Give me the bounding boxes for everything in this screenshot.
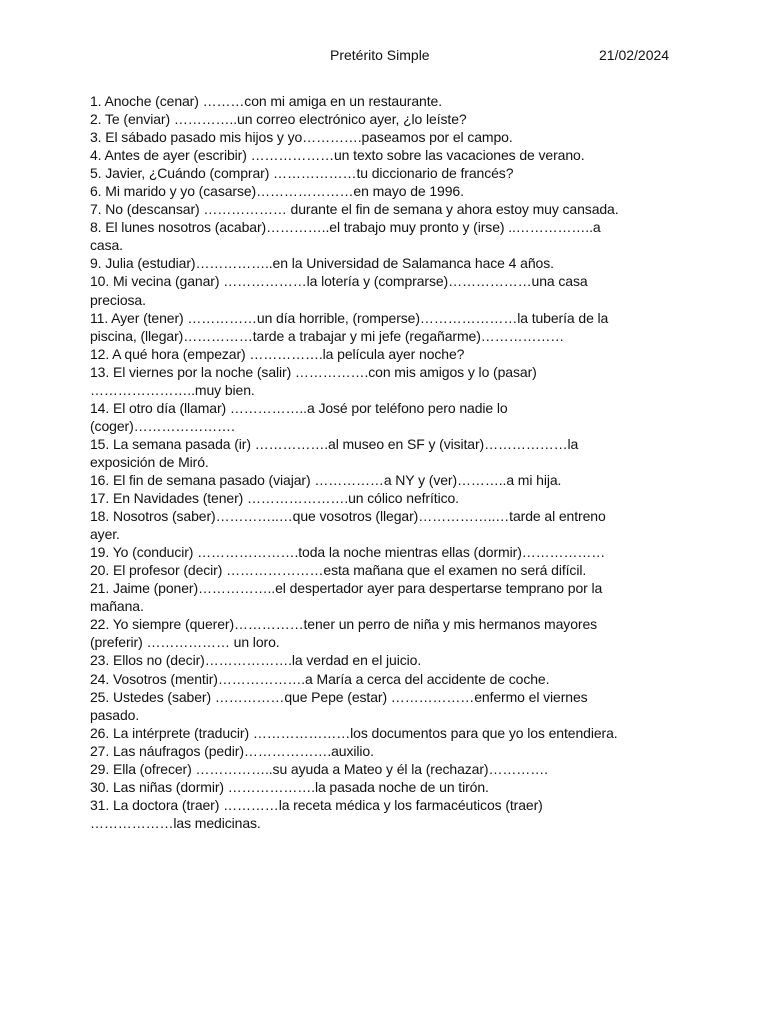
exercise-line: 1. Anoche (cenar) ………con mi amiga en un restaurante. (90, 93, 442, 109)
exercise-line: 16. El fin de semana pasado (viajar) ……………a NY y (ver)………..a mi hija. (90, 471, 562, 488)
exercise-line: 31. La doctora (traer) …………la receta médica y los farmacéuticos (traer) (90, 796, 543, 813)
exercise-line: 14. El otro día (llamar) ……………..a José por teléfono pero nadie lo (90, 399, 508, 416)
exercise-line: (preferir) ……………… un loro. (90, 634, 280, 651)
exercise-line: mañana. (90, 598, 144, 615)
exercise-line: …………………..muy bien. (90, 381, 255, 398)
exercise-line: preciosa. (90, 291, 146, 308)
exercise-line: 9. Julia (estudiar)……………..en la Universidad de Salamanca hace 4 años. (90, 255, 554, 272)
exercise-line: (coger)…………………. (90, 417, 235, 434)
exercise-line: 29. Ella (ofrecer) ……………..su ayuda a Mateo y él la (rechazar)…………. (90, 760, 548, 777)
document-date: 21/02/2024 (599, 47, 670, 63)
exercise-line: 3. El sábado pasado mis hijos y yo………….paseamos por el campo. (90, 129, 513, 146)
exercise-line: 21. Jaime (poner)……………..el despertador ayer para despertarse temprano por la (90, 580, 603, 597)
exercise-line: 19. Yo (conducir) ………………….toda la noche mientras ellas (dormir)……………… (90, 544, 606, 561)
exercise-line: 24. Vosotros (mentir)……………….a María a cerca del accidente de coche. (90, 670, 550, 687)
exercise-line: 30. Las niñas (dormir) ……………….la pasada noche de un tirón. (90, 778, 489, 795)
exercise-line: 22. Yo siempre (querer)……………tener un perro de niña y mis hermanos mayores (90, 616, 598, 633)
exercise-line: 23. Ellos no (decir)……………….la verdad en el juicio. (90, 652, 422, 669)
exercise-line: 8. El lunes nosotros (acabar)…………..el trabajo muy pronto y (irse) ..……………..a (90, 219, 601, 236)
exercise-line: 6. Mi marido y yo (casarse)…………………en mayo de 1996. (90, 183, 464, 200)
exercise-line: 4. Antes de ayer (escribir) ………………un texto sobre las vacaciones de verano. (90, 147, 585, 164)
exercise-line: piscina, (llegar)……………tarde a trabajar y mi jefe (regañarme)……………… (90, 327, 565, 344)
exercise-list (90, 92, 680, 832)
exercise-line: 18. Nosotros (saber)…………..…que vosotros (llegar)……………..…tarde al entreno (90, 508, 606, 525)
document-title: Pretérito Simple (330, 47, 430, 63)
exercise-line: 10. Mi vecina (ganar) ………………la lotería y (comprarse)………………una casa (90, 273, 588, 290)
exercise-line: 11. Ayer (tener) ……………un día horrible, (romperse)…………………la tubería de la (90, 309, 609, 326)
exercise-line: 12. A qué hora (empezar) …………….la película ayer noche? (90, 345, 465, 362)
exercise-line: ayer. (90, 526, 120, 543)
exercise-line: 20. El profesor (decir) …………………esta mañana que el examen no será difícil. (90, 562, 587, 579)
exercise-line: ………………las medicinas. (90, 814, 261, 831)
exercise-line: 27. Las náufragos (pedir)……………….auxilio. (90, 742, 374, 759)
exercise-line: 26. La intérprete (traducir) …………………los documentos para que yo los entendiera. (90, 724, 618, 741)
exercise-line: 5. Javier, ¿Cuándo (comprar) ………………tu diccionario de francés? (90, 165, 514, 182)
exercise-line: 2. Te (enviar) …………..un correo electrónico ayer, ¿lo leíste? (90, 111, 467, 128)
exercise-line: exposición de Miró. (90, 453, 209, 470)
exercise-line: 13. El viernes por la noche (salir) …………….con mis amigos y lo (pasar) (90, 363, 537, 380)
exercise-line: 7. No (descansar) ……………… durante el fin de semana y ahora estoy muy cansada. (90, 201, 619, 218)
exercise-line: 15. La semana pasada (ir) …………….al museo en SF y (visitar)………………la (90, 435, 579, 452)
exercise-line: 25. Ustedes (saber) ……………que Pepe (estar) ………………enfermo el viernes (90, 688, 588, 705)
exercise-line: casa. (90, 237, 123, 254)
exercise-line: 17. En Navidades (tener) ………………….un cólico nefrítico. (90, 490, 459, 507)
exercise-line: pasado. (90, 706, 140, 723)
